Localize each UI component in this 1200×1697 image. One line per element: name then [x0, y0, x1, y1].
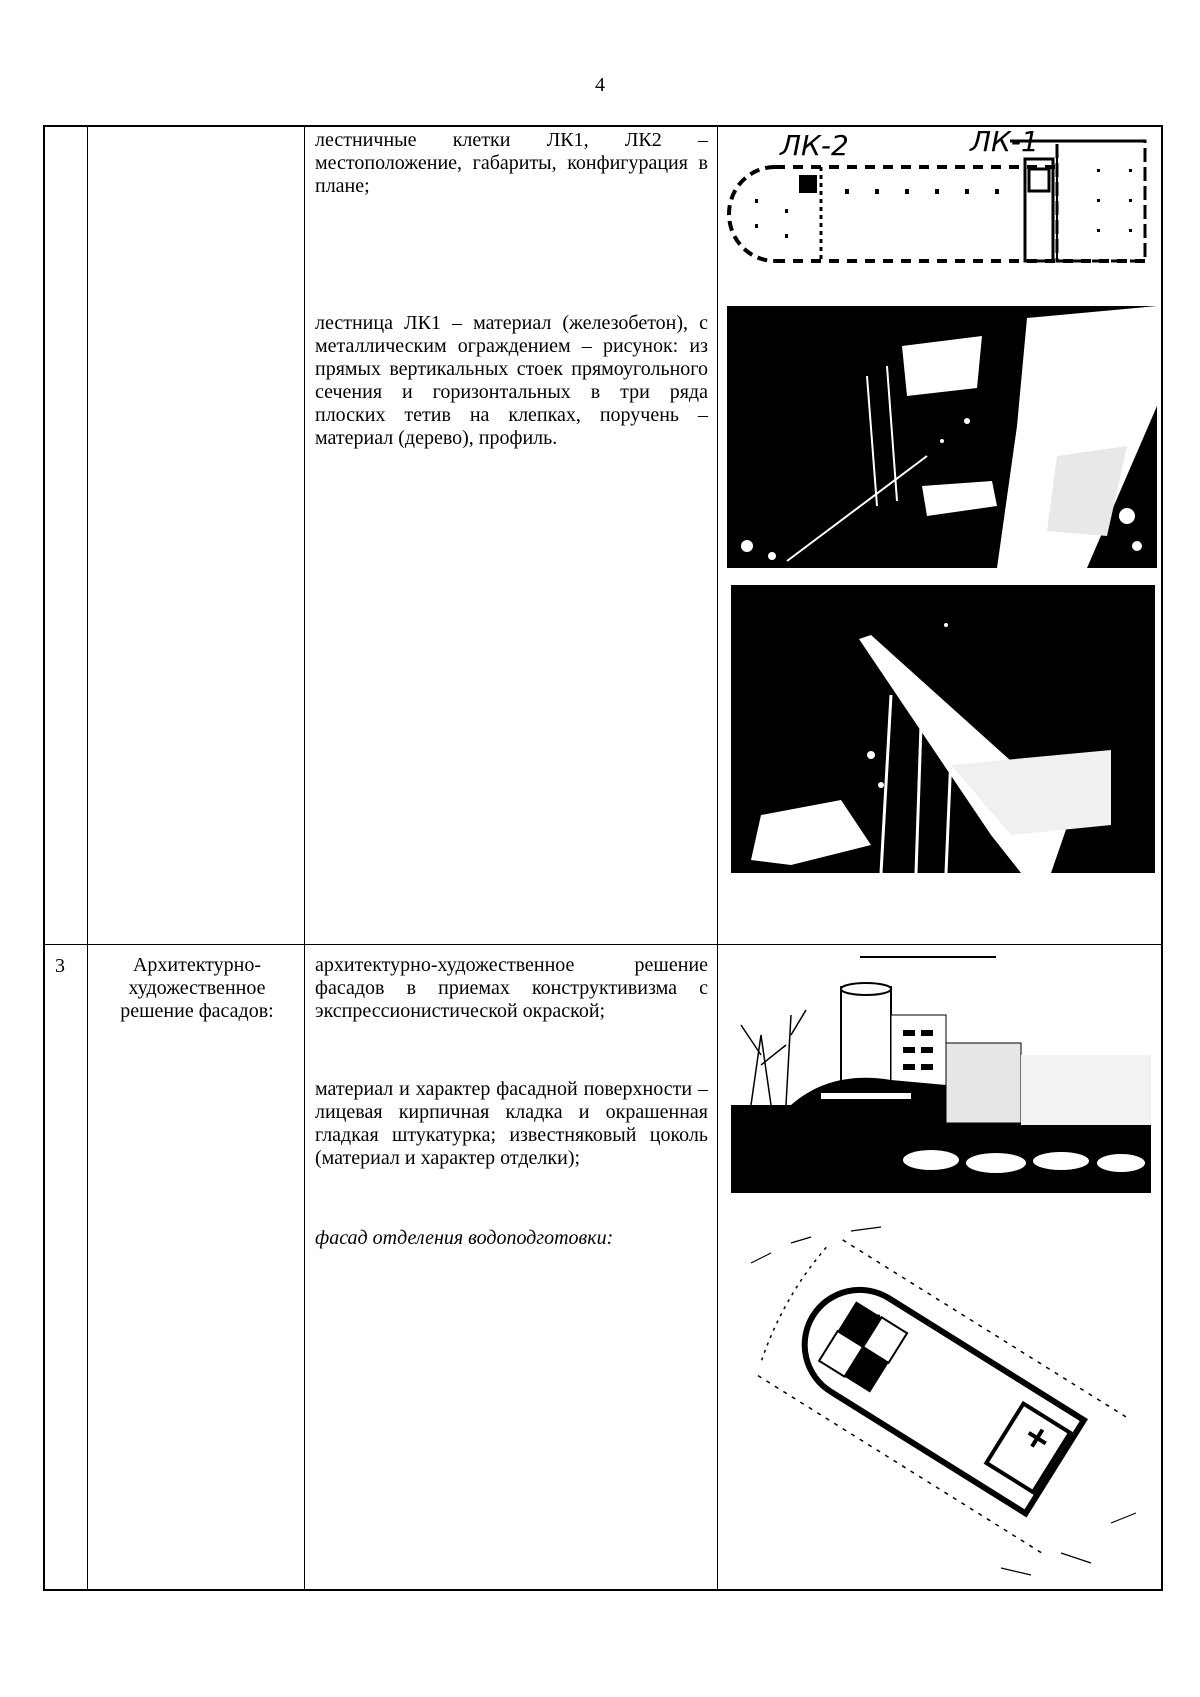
figure-separator-line	[860, 956, 996, 958]
stair-cells-text: лестничные клетки ЛК1, ЛК2 – местоположение, габариты, конфигурация в плане;	[315, 129, 708, 197]
column-divider	[717, 127, 718, 1589]
water-treatment-facade-text: фасад отделения водоподготовки:	[315, 1227, 614, 1249]
water-treatment-site-plan	[731, 1223, 1155, 1585]
stair-plan-drawing	[725, 129, 1157, 277]
row-name: Архитектурно-художественное решение фасадов:	[120, 954, 274, 1022]
document-table	[43, 125, 1163, 1591]
plan-label-lk1: ЛК-1	[970, 129, 1039, 158]
plan-label-lk2: ЛК-2	[780, 129, 849, 162]
page-number: 4	[595, 74, 605, 96]
facade-photo	[731, 975, 1151, 1193]
stair-material-text: лестница ЛК1 – материал (железобетон), с металлическим ограждением – рисунок: из прямых вертикальных стоек прямоугольного сечения и горизонтальных в три ряда плоских тетив на клепках, поручень – материал (дерево), профиль.	[315, 312, 708, 449]
stair-photo-1	[727, 306, 1157, 568]
facade-solution-text: архитектурно-художественное решение фасадов в приемах конструктивизма с экспрессионистической окраской;	[315, 954, 708, 1022]
column-divider	[87, 127, 88, 1589]
column-divider	[304, 127, 305, 1589]
facade-material-text: материал и характер фасадной поверхности – лицевая кирпичная кладка и окрашенная гладкая штукатурка; известняковый цоколь (материал и характер отделки);	[315, 1078, 708, 1169]
row-number: 3	[55, 955, 65, 977]
row-divider	[45, 944, 1161, 945]
stair-photo-2	[731, 585, 1155, 873]
